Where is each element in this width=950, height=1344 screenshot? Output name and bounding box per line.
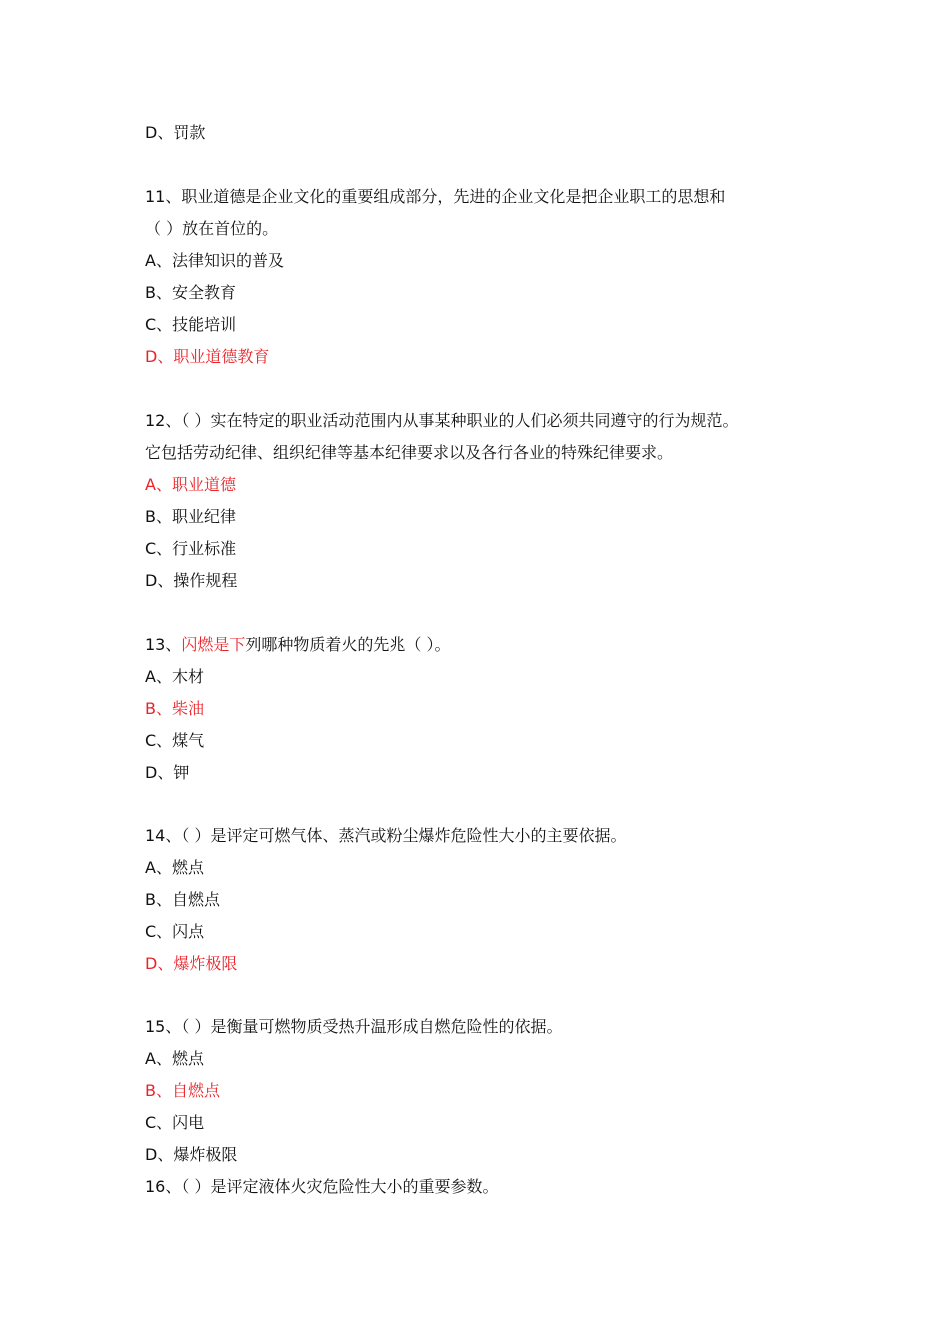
question-14-option-a: A、燃点 [145,858,204,877]
question-13-stem-prefix: 13、 [145,635,182,654]
question-12-option-d: D、操作规程 [145,571,238,590]
question-14-option-c: C、闪点 [145,922,205,941]
question-15-stem: 15、（ ）是衡量可燃物质受热升温形成自燃危险性的依据。 [145,1017,563,1036]
question-11-option-a: A、法律知识的普及 [145,251,284,270]
question-12-option-b: B、职业纪律 [145,507,236,526]
question-15-option-c: C、闪电 [145,1113,205,1132]
question-11-option-c: C、技能培训 [145,315,237,334]
question-15-option-a: A、燃点 [145,1049,204,1068]
question-13-option-c: C、煤气 [145,731,205,750]
question-14-option-b: B、自燃点 [145,890,220,909]
question-12-option-c: C、行业标准 [145,539,237,558]
question-11-stem-line2: （ ）放在首位的。 [145,219,279,238]
question-13-stem-highlight: 闪燃是下 [181,635,246,654]
question-16-stem: 16、（ ）是评定液体火灾危险性大小的重要参数。 [145,1177,499,1196]
question-11-option-d-answer: D、职业道德教育 [145,347,270,366]
question-11-stem-line1: 11、职业道德是企业文化的重要组成部分，先进的企业文化是把企业职工的思想和 [145,187,726,206]
question-12-stem-line1: 12、（ ）实在特定的职业活动范围内从事某种职业的人们必须共同遵守的行为规范。 [145,411,739,430]
question-13-option-b-answer: B、柴油 [145,699,204,718]
question-15-option-b-answer: B、自燃点 [145,1081,220,1100]
question-13-stem-rest: 列哪种物质着火的先兆（ ）。 [245,635,451,654]
question-15-option-d: D、爆炸极限 [145,1145,238,1164]
question-12-option-a-answer: A、职业道德 [145,475,236,494]
option-d-carryover: D、罚款 [145,123,206,142]
question-13-option-d: D、钾 [145,763,190,782]
question-13-stem [145,635,450,655]
question-12-stem-line2: 它包括劳动纪律、组织纪律等基本纪律要求以及各行各业的特殊纪律要求。 [145,443,674,462]
question-14-option-d-answer: D、爆炸极限 [145,954,238,973]
question-14-stem: 14、（ ）是评定可燃气体、蒸汽或粉尘爆炸危险性大小的主要依据。 [145,826,627,845]
question-11-option-b: B、安全教育 [145,283,236,302]
question-13-option-a: A、木材 [145,667,204,686]
